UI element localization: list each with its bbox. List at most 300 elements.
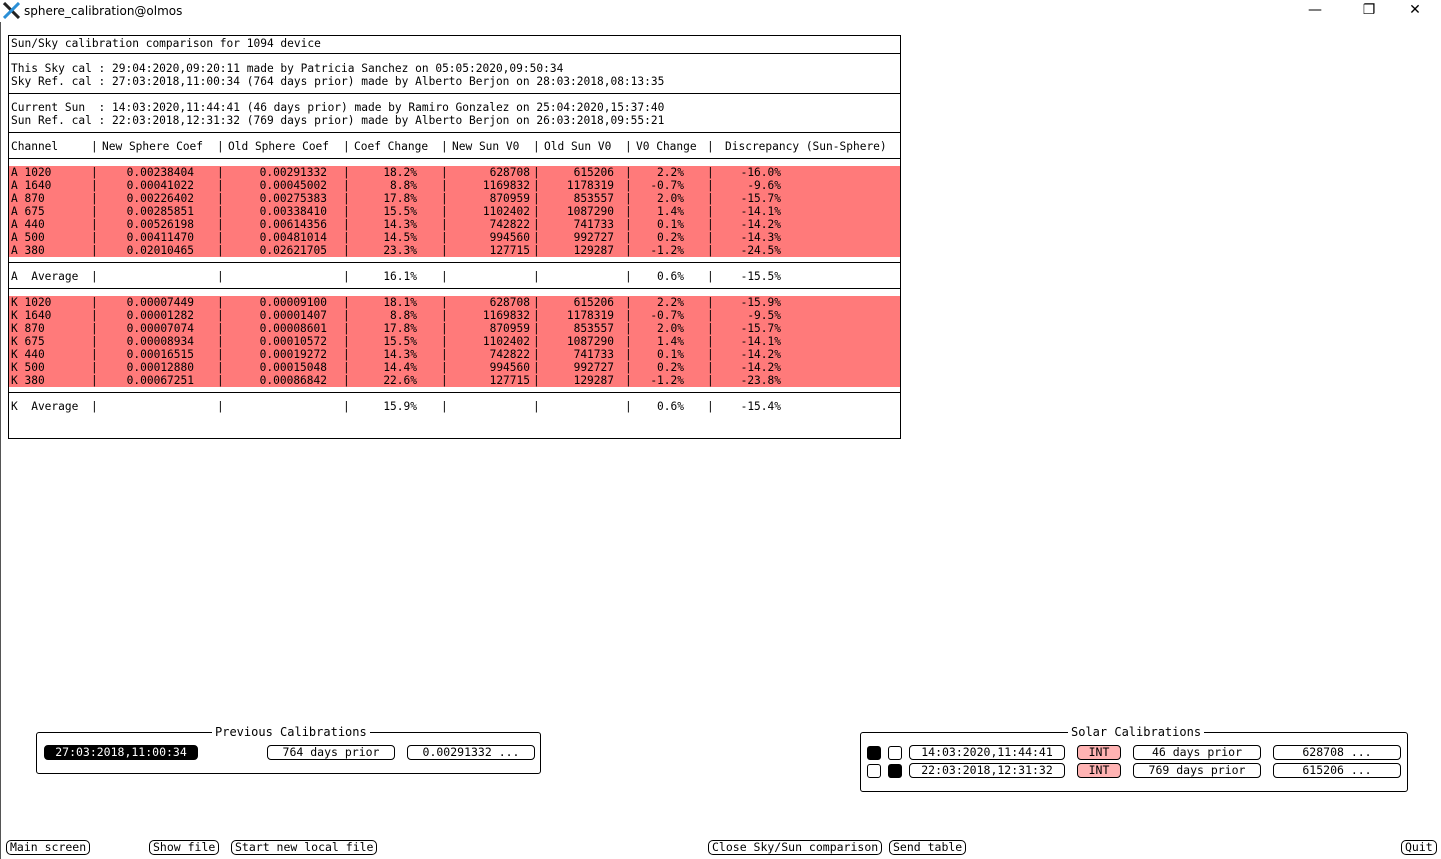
column-header: V0 Change <box>636 140 697 153</box>
table-cell: 741733 <box>573 218 614 231</box>
table-cell: -15.9% <box>740 296 781 309</box>
average-v0-change: 0.6% <box>657 270 684 283</box>
send-table-button[interactable]: Send table <box>889 840 966 855</box>
table-cell: 129287 <box>573 374 614 387</box>
column-separator: | <box>533 309 540 322</box>
column-separator: | <box>625 361 632 374</box>
table-cell: A 870 <box>11 192 45 205</box>
table-cell: 17.8% <box>383 192 417 205</box>
table-cell: 628708 <box>489 296 530 309</box>
table-cell: 127715 <box>489 374 530 387</box>
column-separator: | <box>533 296 540 309</box>
column-separator: | <box>625 244 632 257</box>
table-cell: 0.00067251 <box>126 374 194 387</box>
table-cell: 870959 <box>489 322 530 335</box>
solar-cal-v0[interactable]: 615206 ... <box>1273 763 1401 778</box>
table-cell: K 380 <box>11 374 45 387</box>
table-cell: 0.00008601 <box>259 322 327 335</box>
column-separator: | <box>343 348 350 361</box>
column-separator: | <box>533 322 540 335</box>
close-button[interactable]: ✕ <box>1409 2 1421 18</box>
table-cell: 1102402 <box>482 205 530 218</box>
table-cell: 0.00001282 <box>126 309 194 322</box>
column-separator: | <box>217 192 224 205</box>
column-separator: | <box>441 348 448 361</box>
average-row-k <box>9 400 900 413</box>
column-separator: | <box>533 205 540 218</box>
table-row-k <box>9 348 900 361</box>
column-separator: | <box>91 244 98 257</box>
column-separator: | <box>707 335 714 348</box>
table-cell: 0.00045002 <box>259 179 327 192</box>
column-separator: | <box>91 231 98 244</box>
column-separator: | <box>533 218 540 231</box>
restore-button[interactable]: ❐ <box>1362 2 1376 18</box>
column-separator: | <box>91 361 98 374</box>
table-cell: 994560 <box>489 361 530 374</box>
table-cell: -1.2% <box>650 374 684 387</box>
table-cell: 8.8% <box>390 309 417 322</box>
column-separator: | <box>217 179 224 192</box>
table-cell: -0.7% <box>650 309 684 322</box>
average-row-a <box>9 270 900 283</box>
window-titlebar <box>0 0 1441 22</box>
divider <box>9 93 900 94</box>
column-separator: | <box>533 270 540 283</box>
divider <box>9 132 900 133</box>
column-separator: | <box>217 309 224 322</box>
table-cell: 0.00007449 <box>126 296 194 309</box>
column-separator: | <box>625 322 632 335</box>
table-cell: 0.00481014 <box>259 231 327 244</box>
divider <box>9 288 900 289</box>
average-coef-change: 16.1% <box>383 270 417 283</box>
column-separator: | <box>91 218 98 231</box>
table-cell: 0.00291332 <box>259 166 327 179</box>
column-separator: | <box>441 244 448 257</box>
table-cell: 0.02010465 <box>126 244 194 257</box>
column-separator: | <box>707 231 714 244</box>
column-separator: | <box>441 296 448 309</box>
column-separator: | <box>533 179 540 192</box>
show-file-button[interactable]: Show file <box>149 840 219 855</box>
table-cell: -23.8% <box>740 374 781 387</box>
table-cell: 0.00086842 <box>259 374 327 387</box>
divider <box>9 158 900 159</box>
column-separator: | <box>441 218 448 231</box>
solar-cal-days[interactable]: 769 days prior <box>1133 763 1261 778</box>
table-cell: -0.7% <box>650 179 684 192</box>
column-separator: | <box>441 374 448 387</box>
table-cell: 742822 <box>489 348 530 361</box>
table-cell: 14.3% <box>383 218 417 231</box>
column-separator: | <box>441 179 448 192</box>
table-cell: -15.7% <box>740 192 781 205</box>
column-separator: | <box>441 335 448 348</box>
current-sun-selector[interactable] <box>867 746 881 760</box>
table-cell: 992727 <box>573 361 614 374</box>
column-separator: | <box>217 218 224 231</box>
column-separator: | <box>625 296 632 309</box>
window-title: sphere_calibration@olmos <box>24 4 183 18</box>
table-cell: -15.7% <box>740 322 781 335</box>
column-separator: | <box>533 244 540 257</box>
table-cell: -14.1% <box>740 205 781 218</box>
sun-ref-cal: Sun Ref. cal : 22:03:2018,12:31:32 (769 days prior) made by Alberto Berjon on 26:03:2018,09:55:21 <box>11 114 665 127</box>
table-header: Channel | New Sphere Coef | Old Sphere Coef | Coef Change | New Sun V0 | Old Sun V0 | V0 Change | Discrepancy (Sun-Sphere) <box>11 140 887 153</box>
column-header: Coef Change <box>354 140 429 153</box>
table-cell: 18.2% <box>383 166 417 179</box>
column-separator: | <box>217 322 224 335</box>
column-separator: | <box>217 205 224 218</box>
column-separator: | <box>625 218 632 231</box>
table-cell: 0.2% <box>657 231 684 244</box>
column-separator: | <box>217 296 224 309</box>
table-row-a <box>9 231 900 244</box>
column-separator: | <box>441 166 448 179</box>
table-cell: 2.2% <box>657 296 684 309</box>
column-separator: | <box>625 179 632 192</box>
main-screen-button[interactable]: Main screen <box>6 840 90 855</box>
solar-cal-type[interactable]: INT <box>1077 745 1121 760</box>
column-separator: | <box>707 244 714 257</box>
table-cell: 853557 <box>573 192 614 205</box>
column-separator: | <box>343 374 350 387</box>
column-separator: | <box>707 166 714 179</box>
column-separator: | <box>91 296 98 309</box>
start-new-local-file-button[interactable]: Start new local file <box>231 840 377 855</box>
table-row-a <box>9 179 900 192</box>
column-separator: | <box>91 205 98 218</box>
table-cell: 17.8% <box>383 322 417 335</box>
table-row-k <box>9 361 900 374</box>
table-cell: 0.00009100 <box>259 296 327 309</box>
table-row-a <box>9 192 900 205</box>
column-separator: | <box>533 166 540 179</box>
table-cell: 0.1% <box>657 348 684 361</box>
table-cell: 15.5% <box>383 205 417 218</box>
table-cell: 0.00238404 <box>126 166 194 179</box>
table-cell: 1087290 <box>566 205 614 218</box>
column-separator: | <box>625 400 632 413</box>
table-cell: -9.5% <box>747 309 781 322</box>
column-separator: | <box>217 231 224 244</box>
column-separator: | <box>625 166 632 179</box>
divider <box>9 262 900 263</box>
column-separator: | <box>217 166 224 179</box>
column-separator: | <box>343 400 350 413</box>
solar-cal-v0[interactable]: 628708 ... <box>1273 745 1401 760</box>
column-separator: | <box>91 192 98 205</box>
column-separator: | <box>441 322 448 335</box>
column-separator: | <box>625 231 632 244</box>
table-cell: -1.2% <box>650 244 684 257</box>
column-separator: | <box>343 309 350 322</box>
table-cell: 0.00338410 <box>259 205 327 218</box>
column-separator: | <box>533 400 540 413</box>
table-cell: 0.00614356 <box>259 218 327 231</box>
column-separator: | <box>625 374 632 387</box>
column-separator: | <box>441 205 448 218</box>
minimize-button[interactable]: — <box>1308 2 1322 18</box>
solar-cal-date[interactable]: 22:03:2018,12:31:32 <box>909 763 1065 778</box>
column-separator: | <box>707 361 714 374</box>
table-cell: 0.00275383 <box>259 192 327 205</box>
table-cell: 0.00526198 <box>126 218 194 231</box>
column-separator: | <box>441 361 448 374</box>
table-cell: A 1640 <box>11 179 52 192</box>
column-header: Old Sphere Coef <box>228 140 330 153</box>
column-separator: | <box>217 400 224 413</box>
column-separator: | <box>533 348 540 361</box>
table-cell: 870959 <box>489 192 530 205</box>
table-cell: 994560 <box>489 231 530 244</box>
column-separator: | <box>91 335 98 348</box>
table-row-k <box>9 374 900 387</box>
solar-cal-days[interactable]: 46 days prior <box>1133 745 1261 760</box>
column-separator: | <box>625 348 632 361</box>
window-frame <box>0 22 1 859</box>
column-separator: | <box>91 166 98 179</box>
column-separator: | <box>533 335 540 348</box>
column-separator: | <box>343 192 350 205</box>
table-cell: 0.00010572 <box>259 335 327 348</box>
table-cell: -14.3% <box>740 231 781 244</box>
column-separator: | <box>343 322 350 335</box>
column-separator: | <box>441 400 448 413</box>
column-separator: | <box>343 296 350 309</box>
column-separator: | <box>441 192 448 205</box>
column-separator: | <box>343 166 350 179</box>
table-cell: 8.8% <box>390 179 417 192</box>
solar-cal-date[interactable]: 14:03:2020,11:44:41 <box>909 745 1065 760</box>
column-separator: | <box>343 231 350 244</box>
average-label: A Average <box>11 270 79 283</box>
table-cell: 0.00226402 <box>126 192 194 205</box>
this-sky-cal: This Sky cal : 29:04:2020,09:20:11 made by Patricia Sanchez on 05:05:2020,09:50:34 <box>11 62 564 75</box>
table-cell: 18.1% <box>383 296 417 309</box>
column-separator: | <box>707 270 714 283</box>
column-separator: | <box>343 335 350 348</box>
comparison-title: Sun/Sky calibration comparison for 1094 device <box>11 37 321 50</box>
column-separator: | <box>707 179 714 192</box>
table-cell: 14.3% <box>383 348 417 361</box>
column-separator: | <box>343 179 350 192</box>
table-cell: 1087290 <box>566 335 614 348</box>
comparison-panel <box>8 35 901 439</box>
column-separator: | <box>441 309 448 322</box>
table-cell: 628708 <box>489 166 530 179</box>
column-separator: | <box>707 218 714 231</box>
table-cell: -24.5% <box>740 244 781 257</box>
column-separator: | <box>343 361 350 374</box>
column-separator: | <box>217 335 224 348</box>
column-separator: | <box>625 270 632 283</box>
table-cell: 1178319 <box>566 179 614 192</box>
table-cell: 0.1% <box>657 218 684 231</box>
table-cell: 615206 <box>573 166 614 179</box>
column-separator: | <box>625 192 632 205</box>
table-cell: 127715 <box>489 244 530 257</box>
column-separator: | <box>625 205 632 218</box>
column-separator: | <box>707 322 714 335</box>
table-row-a <box>9 205 900 218</box>
table-cell: 2.2% <box>657 166 684 179</box>
column-separator: | <box>91 400 98 413</box>
table-cell: K 675 <box>11 335 45 348</box>
table-cell: 615206 <box>573 296 614 309</box>
previous-cal-date[interactable]: 27:03:2018,11:00:34 <box>44 745 198 760</box>
current-sun-cal: Current Sun : 14:03:2020,11:44:41 (46 days prior) made by Ramiro Gonzalez on 25:04:2020,15:37:40 <box>11 101 665 114</box>
column-header: Discrepancy (Sun-Sphere) <box>725 140 887 153</box>
sky-ref-cal: Sky Ref. cal : 27:03:2018,11:00:34 (764 days prior) made by Alberto Berjon on 28:03:2018,08:13:35 <box>11 75 665 88</box>
column-separator: | <box>707 205 714 218</box>
table-cell: -14.1% <box>740 335 781 348</box>
solar-calibrations-group <box>860 732 1408 792</box>
table-cell: K 440 <box>11 348 45 361</box>
table-cell: -16.0% <box>740 166 781 179</box>
column-separator: | <box>343 205 350 218</box>
column-separator: | <box>91 348 98 361</box>
table-cell: -14.2% <box>740 361 781 374</box>
column-separator: | <box>707 400 714 413</box>
table-row-k <box>9 309 900 322</box>
table-cell: 0.00019272 <box>259 348 327 361</box>
column-separator: | <box>217 270 224 283</box>
column-separator: | <box>217 348 224 361</box>
table-row-a <box>9 166 900 179</box>
table-cell: K 500 <box>11 361 45 374</box>
average-label: K Average <box>11 400 79 413</box>
table-cell: 0.00015048 <box>259 361 327 374</box>
table-cell: A 380 <box>11 244 45 257</box>
column-separator: | <box>707 296 714 309</box>
previous-calibrations-title: Previous Calibrations <box>212 725 370 739</box>
column-separator: | <box>217 244 224 257</box>
table-cell: 992727 <box>573 231 614 244</box>
table-cell: 22.6% <box>383 374 417 387</box>
table-cell: 0.00007074 <box>126 322 194 335</box>
column-separator: | <box>533 192 540 205</box>
solar-calibrations-title: Solar Calibrations <box>1068 725 1204 739</box>
column-separator: | <box>343 218 350 231</box>
table-cell: 0.02621705 <box>259 244 327 257</box>
table-cell: 0.00001407 <box>259 309 327 322</box>
column-header: Old Sun V0 <box>544 140 612 153</box>
divider <box>9 53 900 54</box>
table-cell: -14.2% <box>740 348 781 361</box>
table-cell: A 440 <box>11 218 45 231</box>
previous-cal-days[interactable]: 764 days prior <box>267 745 395 760</box>
column-separator: | <box>625 309 632 322</box>
column-separator: | <box>217 374 224 387</box>
table-cell: 2.0% <box>657 322 684 335</box>
table-cell: 0.00285851 <box>126 205 194 218</box>
current-sun-selector[interactable] <box>867 764 881 778</box>
table-cell: A 675 <box>11 205 45 218</box>
table-cell: 742822 <box>489 218 530 231</box>
average-discrepancy: -15.4% <box>740 400 781 413</box>
table-cell: 0.00012880 <box>126 361 194 374</box>
x-window-icon <box>3 2 20 19</box>
reference-sun-selector[interactable] <box>888 746 902 760</box>
table-cell: -14.2% <box>740 218 781 231</box>
column-separator: | <box>533 374 540 387</box>
table-cell: A 1020 <box>11 166 52 179</box>
table-cell: -9.6% <box>747 179 781 192</box>
column-separator: | <box>91 179 98 192</box>
table-cell: 1102402 <box>482 335 530 348</box>
column-separator: | <box>707 192 714 205</box>
average-coef-change: 15.9% <box>383 400 417 413</box>
column-separator: | <box>91 309 98 322</box>
column-separator: | <box>441 231 448 244</box>
table-cell: 0.2% <box>657 361 684 374</box>
table-row-k <box>9 335 900 348</box>
table-cell: 2.0% <box>657 192 684 205</box>
column-separator: | <box>441 270 448 283</box>
table-row-a <box>9 218 900 231</box>
column-header: New Sphere Coef <box>102 140 204 153</box>
column-separator: | <box>217 361 224 374</box>
close-sky-sun-comparison-button[interactable]: Close Sky/Sun comparison <box>708 840 882 855</box>
table-cell: 1178319 <box>566 309 614 322</box>
column-separator: | <box>91 374 98 387</box>
table-row-a <box>9 244 900 257</box>
column-separator: | <box>533 231 540 244</box>
column-separator: | <box>707 374 714 387</box>
previous-cal-coef[interactable]: 0.00291332 ... <box>407 745 535 760</box>
table-cell: 1.4% <box>657 205 684 218</box>
table-cell: 1169832 <box>482 179 530 192</box>
table-row-k <box>9 296 900 309</box>
column-separator: | <box>707 348 714 361</box>
table-cell: 853557 <box>573 322 614 335</box>
table-cell: 0.00016515 <box>126 348 194 361</box>
solar-cal-type[interactable]: INT <box>1077 763 1121 778</box>
table-cell: K 870 <box>11 322 45 335</box>
table-cell: K 1640 <box>11 309 52 322</box>
table-cell: 1.4% <box>657 335 684 348</box>
table-cell: 741733 <box>573 348 614 361</box>
divider <box>9 392 900 393</box>
column-separator: | <box>707 309 714 322</box>
table-cell: A 500 <box>11 231 45 244</box>
column-separator: | <box>91 270 98 283</box>
table-cell: 129287 <box>573 244 614 257</box>
table-cell: 0.00008934 <box>126 335 194 348</box>
column-separator: | <box>533 361 540 374</box>
column-separator: | <box>343 244 350 257</box>
column-separator: | <box>91 322 98 335</box>
table-cell: 0.00041022 <box>126 179 194 192</box>
table-row-k <box>9 322 900 335</box>
quit-button[interactable]: Quit <box>1401 840 1437 855</box>
column-header: New Sun V0 <box>452 140 520 153</box>
table-cell: 1169832 <box>482 309 530 322</box>
average-v0-change: 0.6% <box>657 400 684 413</box>
table-cell: 23.3% <box>383 244 417 257</box>
column-header: Channel <box>11 140 59 153</box>
reference-sun-selector[interactable] <box>888 764 902 778</box>
column-separator: | <box>625 335 632 348</box>
table-cell: 14.5% <box>383 231 417 244</box>
table-cell: K 1020 <box>11 296 52 309</box>
table-cell: 0.00411470 <box>126 231 194 244</box>
table-cell: 14.4% <box>383 361 417 374</box>
average-discrepancy: -15.5% <box>740 270 781 283</box>
table-cell: 15.5% <box>383 335 417 348</box>
